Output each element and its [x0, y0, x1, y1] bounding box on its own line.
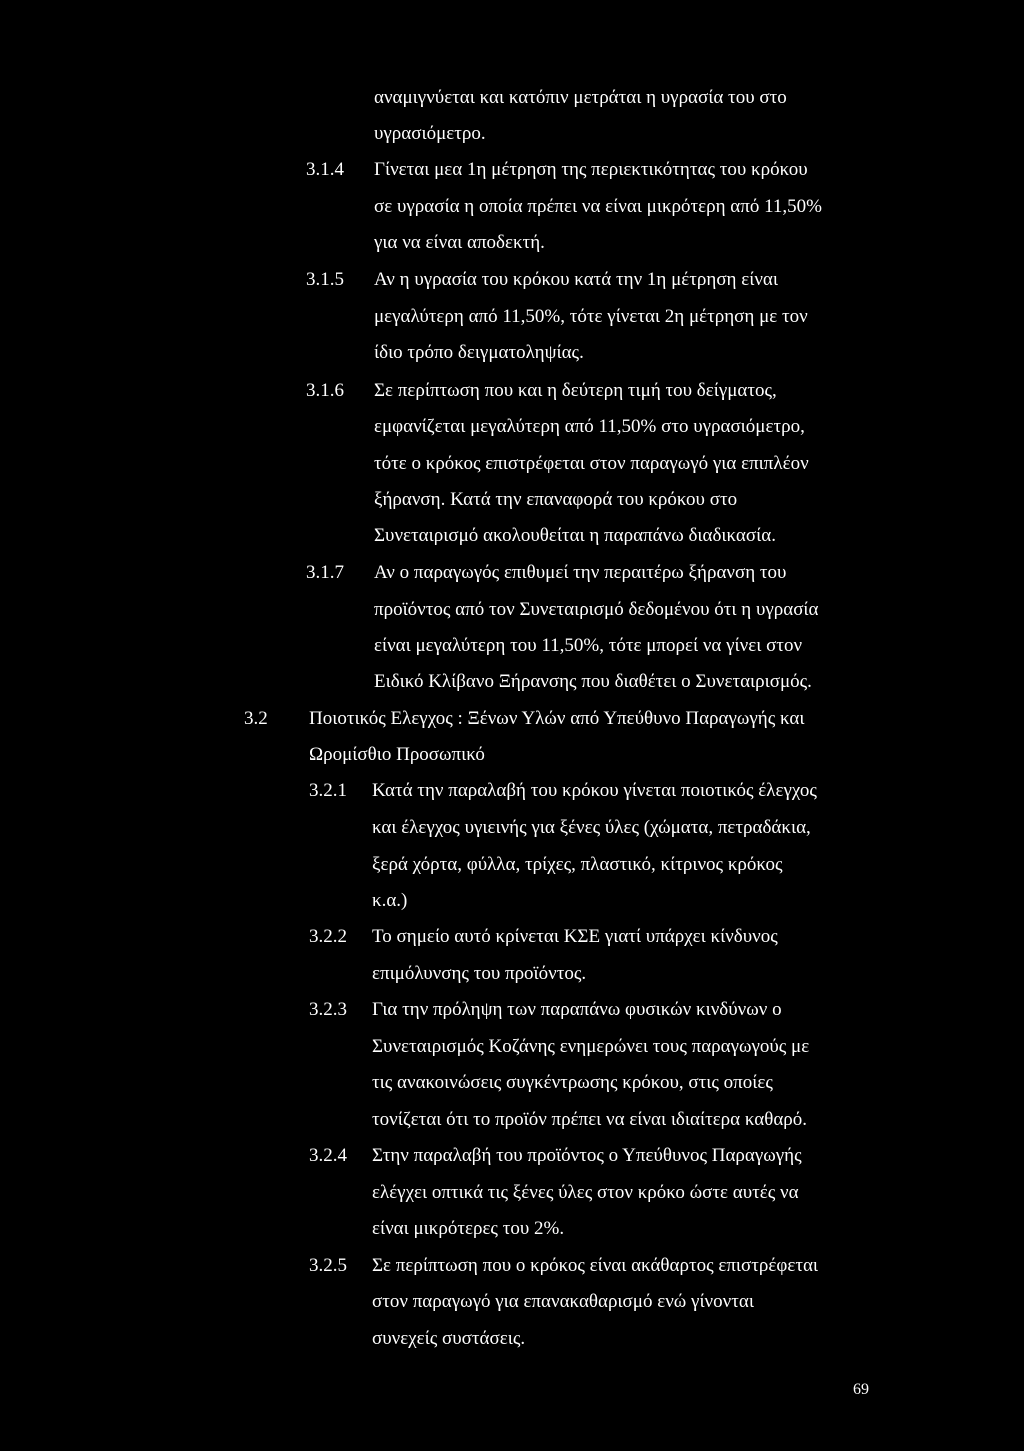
- page-number: 69: [853, 1381, 869, 1398]
- subitem-line: Στην παραλαβή του προϊόντος ο Υπεύθυνος Παραγωγής: [372, 1145, 802, 1166]
- subitem-line: επιμόλυνσης του προϊόντος.: [372, 963, 587, 984]
- item-line: Σε περίπτωση που και η δεύτερη τιμή του δείγματος,: [374, 380, 777, 401]
- item-line: ίδιο τρόπο δειγματοληψίας.: [374, 342, 584, 363]
- item-line: εμφανίζεται μεγαλύτερη από 11,50% στο υγρασιόμετρο,: [374, 416, 805, 437]
- subitem-line: τονίζεται ότι το προϊόν πρέπει να είναι ιδιαίτερα καθαρό.: [372, 1109, 808, 1130]
- subitem-number: 3.2.1: [309, 780, 347, 801]
- subitem-line: Σε περίπτωση που ο κρόκος είναι ακάθαρτος επιστρέφεται: [372, 1255, 819, 1276]
- subitem-number: 3.2.2: [309, 926, 347, 947]
- item-number: 3.1.7: [306, 562, 344, 583]
- item-line: Ειδικό Κλίβανο Ξήρανσης που διαθέτει ο Συνεταιρισμός.: [374, 671, 812, 692]
- item-line: Αν ο παραγωγός επιθυμεί την περαιτέρω ξήρανση του: [374, 562, 787, 583]
- intro-line: υγρασιόμετρο.: [374, 123, 486, 144]
- item-line: Συνεταιρισμό ακολουθείται η παραπάνω διαδικασία.: [374, 525, 776, 546]
- item-line: είναι μεγαλύτερη του 11,50%, τότε μπορεί να γίνει στον: [374, 635, 803, 656]
- item-line: σε υγρασία η οποία πρέπει να είναι μικρότερη από 11,50%: [374, 196, 822, 217]
- subitem-line: κ.α.): [372, 890, 408, 911]
- intro-line: αναμιγνύεται και κατόπιν μετράται η υγρασία του στο: [374, 87, 787, 108]
- subitem-line: Συνεταιρισμός Κοζάνης ενημερώνει τους παραγωγούς με: [372, 1036, 810, 1057]
- item-number: 3.1.4: [306, 159, 344, 180]
- subitem-number: 3.2.5: [309, 1255, 347, 1276]
- subitem-line: τις ανακοινώσεις συγκέντρωσης κρόκου, στις οποίες: [372, 1072, 773, 1093]
- item-number: 3.1.6: [306, 380, 344, 401]
- section-heading: Ποιοτικός Ελεγχος : Ξένων Υλών από Υπεύθυνο Παραγωγής και: [309, 708, 805, 729]
- item-line: προϊόντος από τον Συνεταιρισμό δεδομένου ότι η υγρασία: [374, 599, 819, 620]
- subitem-number: 3.2.3: [309, 999, 347, 1020]
- subitem-line: Το σημείο αυτό κρίνεται ΚΣΕ γιατί υπάρχει κίνδυνος: [372, 926, 778, 947]
- item-line: για να είναι αποδεκτή.: [374, 232, 545, 253]
- subitem-line: Για την πρόληψη των παραπάνω φυσικών κινδύνων ο: [372, 999, 782, 1020]
- item-line: ξήρανση. Κατά την επαναφορά του κρόκου στο: [374, 489, 738, 510]
- item-line: τότε ο κρόκος επιστρέφεται στον παραγωγό για επιπλέον: [374, 453, 809, 474]
- section-number: 3.2: [244, 708, 268, 729]
- section-heading: Ωρομίσθιο Προσωπικό: [309, 744, 485, 765]
- subitem-line: και έλεγχος υγιεινής για ξένες ύλες (χώματα, πετραδάκια,: [372, 817, 811, 838]
- subitem-line: Κατά την παραλαβή του κρόκου γίνεται ποιοτικός έλεγχος: [372, 780, 817, 801]
- subitem-line: ξερά χόρτα, φύλλα, τρίχες, πλαστικό, κίτρινος κρόκος: [372, 854, 783, 875]
- subitem-number: 3.2.4: [309, 1145, 347, 1166]
- item-number: 3.1.5: [306, 269, 344, 290]
- item-line: Αν η υγρασία του κρόκου κατά την 1η μέτρηση είναι: [374, 269, 778, 290]
- subitem-line: συνεχείς συστάσεις.: [372, 1328, 526, 1349]
- item-line: μεγαλύτερη από 11,50%, τότε γίνεται 2η μέτρηση με τον: [374, 306, 808, 327]
- subitem-line: στον παραγωγό για επανακαθαρισμό ενώ γίνονται: [372, 1291, 754, 1312]
- subitem-line: είναι μικρότερες του 2%.: [372, 1218, 565, 1239]
- subitem-line: ελέγχει οπτικά τις ξένες ύλες στον κρόκο ώστε αυτές να: [372, 1182, 799, 1203]
- item-line: Γίνεται μεα 1η μέτρηση της περιεκτικότητας του κρόκου: [374, 159, 808, 180]
